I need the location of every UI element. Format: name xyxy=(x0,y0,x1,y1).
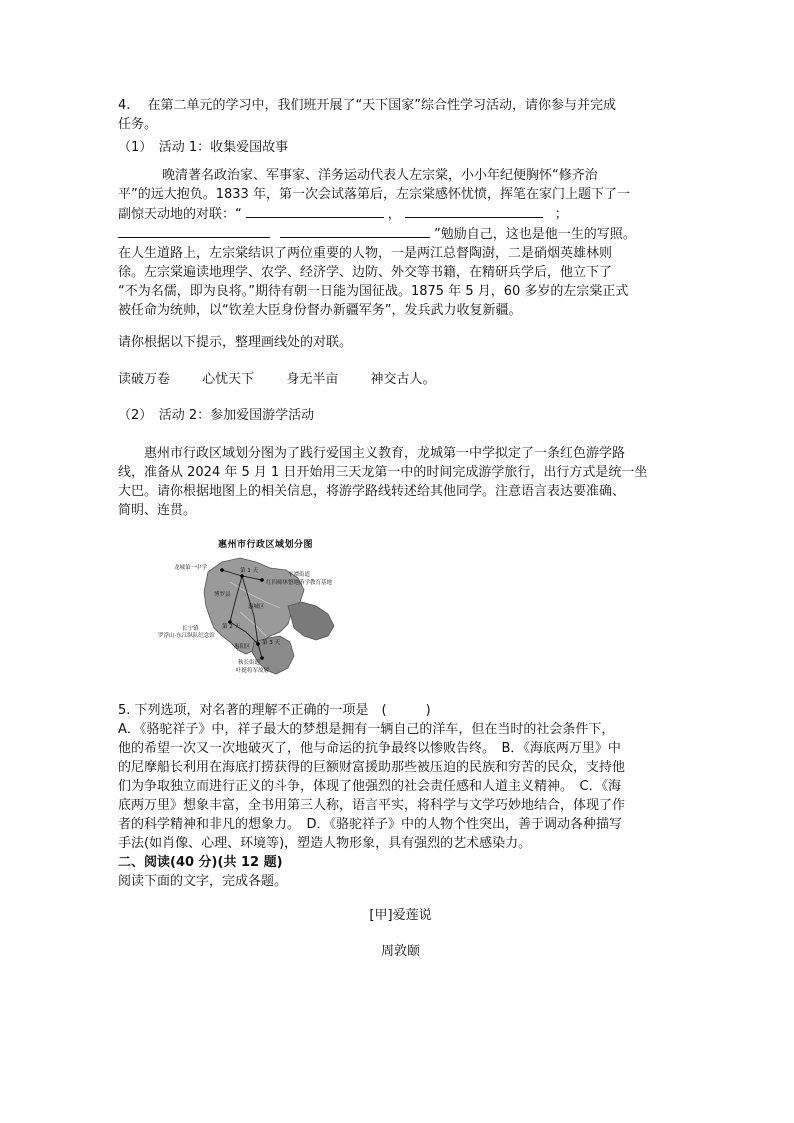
activity2-line: 线，准备从 2024 年 5 月 1 日开始用三天龙第一中的时间完成游学旅行，出行方式是统一坐 xyxy=(118,465,648,480)
q5-line: 们为争取独立而进行正义的斗争，体现了他强烈的社会责任感和人道主义精神。 C．《海 xyxy=(118,779,622,794)
section-instruction: 阅读下面的文字，完成各题。 xyxy=(118,874,288,889)
story-line-prefix: 副惊天动地的对联：“ xyxy=(118,207,242,222)
map-label-huiyang: 惠阳区 xyxy=(234,644,251,650)
story-line-semicolon: ； xyxy=(554,207,568,222)
story-line: 晚清著名政治家、军事家、洋务运动代表人左宗棠，小小年纪便胸怀“修齐治 xyxy=(162,168,598,183)
activity2-title: （2） 活动 2：参加爱国游学活动 xyxy=(118,408,315,423)
q5 xyxy=(118,701,683,891)
map-label-boluo: 博罗县 xyxy=(214,592,231,598)
map-land-east xyxy=(288,602,334,640)
map-label-huicheng: 惠城区 xyxy=(248,604,265,610)
map-label-day2: 第 2 天 xyxy=(222,624,240,630)
q5-line: 者的科学精神和非凡的想象力。 D．《骆驼祥子》中的人物个性突出，善于调动各种描写 xyxy=(118,817,623,832)
map-label-qiuchang: 秋长街道 xyxy=(238,660,261,666)
activity2-body xyxy=(118,444,683,520)
map-label-day3: 第 3 天 xyxy=(262,640,280,646)
map-label-pingtan: 平潭街道 xyxy=(288,572,311,578)
story-line: 被任命为统帅，以“钦差大臣身份督办新疆军务”，发兵武力收复新疆。 xyxy=(118,303,522,318)
activity1-title: （1） 活动 1：收集爱国故事 xyxy=(118,140,289,155)
q5-line: 他的希望一次又一次地破灭了，他与命运的抗争最终以惨败告终。 B．《海底两万里》中 xyxy=(118,741,621,756)
couplet-blank-4[interactable] xyxy=(280,224,430,238)
q4-prompt: 请你根据以下提示，整理画线处的对联。 xyxy=(118,335,353,350)
huizhou-map xyxy=(158,532,350,680)
q4-stem-line2: 任务。 xyxy=(118,117,158,132)
q4-stem xyxy=(118,96,683,157)
q5-line: 的尼摩船长利用在海底打捞获得的巨额财富援助那些被压迫的民族和穷苦的民众，支持他 xyxy=(118,760,626,775)
couplet-blank-1[interactable] xyxy=(246,204,384,218)
map-label-hongjun: 红四师休整地游学教育基地 xyxy=(266,580,333,586)
hint-word: 神交古人。 xyxy=(370,372,436,387)
poem-author: 周敦颐 xyxy=(380,944,420,959)
q5-stem: 5. 下列选项，对名著的理解不正确的一项是 ( ) xyxy=(118,703,431,718)
poem-title: [甲]爱莲说 xyxy=(369,908,432,923)
q5-line: 手法(如肖像、心理、环境等)，塑造人物形象，具有强烈的艺术感染力。 xyxy=(118,836,532,851)
activity2-line: 大巴。请你根据地图上的相关信息，将游学路线转述给其他同学。注意语言表达要准确、 xyxy=(118,484,626,499)
story-line-comma: ， xyxy=(387,207,401,222)
map-title: 惠州市行政区域划分图 xyxy=(218,540,314,550)
story-line-couplet-2 xyxy=(118,224,683,244)
route-point xyxy=(260,578,264,582)
activity2-line: 惠州市行政区域划分图为了践行爱国主义教育，龙城第一中学拟定了一条红色游学路 xyxy=(144,446,626,461)
map-label-school: 龙城第一中学 xyxy=(174,565,208,571)
story-line: “不为名儒，即为良将。”期待有朝一日能为国征战。1875 年 5 月，60 多岁的左宗棠正式 xyxy=(118,284,629,299)
map-label-yeting: 叶挺将军故居 xyxy=(236,668,270,674)
q4-story xyxy=(118,166,683,320)
couplet-blank-3[interactable] xyxy=(118,224,270,238)
story-line: 平”的远大抱负。1833 年，第一次会试落第后，左宗棠感怀忧愤，挥笔在家门上题下了一 xyxy=(118,187,630,202)
map-label-luofu: 罗浮山·东江纵队纪念馆 xyxy=(158,633,215,639)
story-line-end: ”勉励自己，这也是他一生的写照。 xyxy=(434,227,636,242)
q5-line: 底两万里》想象丰富，全书用第三人称，语言平实，将科学与文学巧妙地结合，体现了作 xyxy=(118,798,626,813)
map-label-changning: 长宁镇 xyxy=(182,626,199,632)
hint-word: 读破万卷 xyxy=(118,372,171,387)
hint-word: 身无半亩 xyxy=(286,372,339,387)
hint-words xyxy=(118,370,683,389)
route-point xyxy=(256,642,260,646)
route-point xyxy=(260,656,264,660)
story-line: 徐。左宗棠遍读地理学、农学、经济学、边防、外交等书籍，在精研兵学后，他立下了 xyxy=(118,265,613,280)
q4-stem-line1: 4. 在第二单元的学习中，我们班开展了“天下国家”综合性学习活动，请你参与并完成 xyxy=(118,98,617,113)
activity2-line: 简明、连贯。 xyxy=(118,503,197,518)
story-line-couplet xyxy=(118,204,683,224)
map-label-day1: 第 1 天 xyxy=(240,568,258,574)
couplet-blank-2[interactable] xyxy=(405,204,543,218)
hint-word: 心忧天下 xyxy=(202,372,255,387)
story-line: 在人生道路上，左宗棠结识了两位重要的人物，一是两江总督陶澍，二是硝烟英雄林则 xyxy=(118,246,613,261)
route-point xyxy=(220,568,224,572)
section-title: 二、阅读(40 分)(共 12 题) xyxy=(118,855,283,870)
q5-line: A．《骆驼祥子》中，祥子最大的梦想是拥有一辆自己的洋车，但在当时的社会条件下， xyxy=(118,722,615,737)
